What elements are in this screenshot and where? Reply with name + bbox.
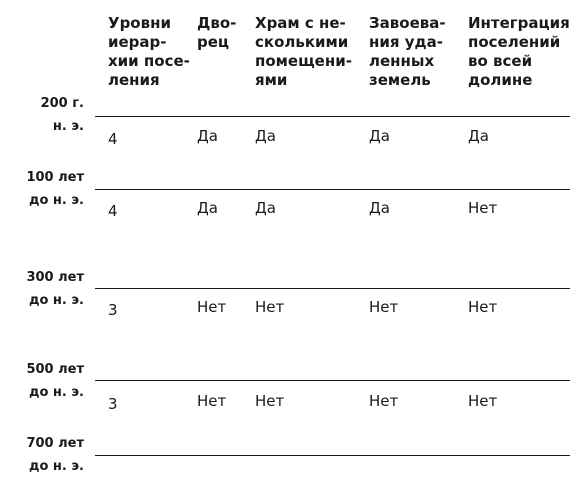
table-cell: Да	[369, 199, 390, 217]
column-header-distant-conquest: Завоева- ния уда- ленных земель	[369, 14, 446, 89]
column-header-palace: Дво- рец	[197, 14, 237, 51]
table-cell: Нет	[369, 392, 399, 410]
table-cell: Да	[255, 127, 276, 145]
table-cell: 3	[108, 395, 118, 413]
table-cell: Да	[468, 127, 489, 145]
table-cell: Нет	[468, 199, 498, 217]
table-cell: Нет	[468, 298, 498, 316]
table-cell: 4	[108, 130, 118, 148]
era-label-500-bce: 500 лет до н. э.	[26, 362, 84, 400]
table-cell: Да	[197, 199, 218, 217]
row-divider	[95, 455, 570, 456]
table-cell: Нет	[255, 298, 285, 316]
era-label-100-bce: 100 лет до н. э.	[26, 170, 84, 208]
row-divider	[95, 380, 570, 381]
table-cell: Да	[255, 199, 276, 217]
row-divider	[95, 189, 570, 190]
table-cell: Нет	[468, 392, 498, 410]
row-divider	[95, 288, 570, 289]
column-header-hierarchy-levels: Уровни иерар- хии посе- ления	[108, 14, 190, 89]
table-cell: Нет	[197, 392, 227, 410]
era-label-700-bce: 700 лет до н. э.	[26, 436, 84, 474]
table-cell: Нет	[369, 298, 399, 316]
table-cell: Да	[197, 127, 218, 145]
column-header-multi-room-temple: Храм с не- сколькими помещени- ями	[255, 14, 352, 89]
era-label-200-ce: 200 г. н. э.	[40, 96, 84, 134]
era-label-300-bce: 300 лет до н. э.	[26, 270, 84, 308]
table-cell: Нет	[197, 298, 227, 316]
table-cell: 3	[108, 301, 118, 319]
table-cell: Нет	[255, 392, 285, 410]
table-cell: Да	[369, 127, 390, 145]
table-cell: 4	[108, 202, 118, 220]
row-divider	[95, 116, 570, 117]
column-header-valley-integration: Интеграция поселений во всей долине	[468, 14, 570, 89]
